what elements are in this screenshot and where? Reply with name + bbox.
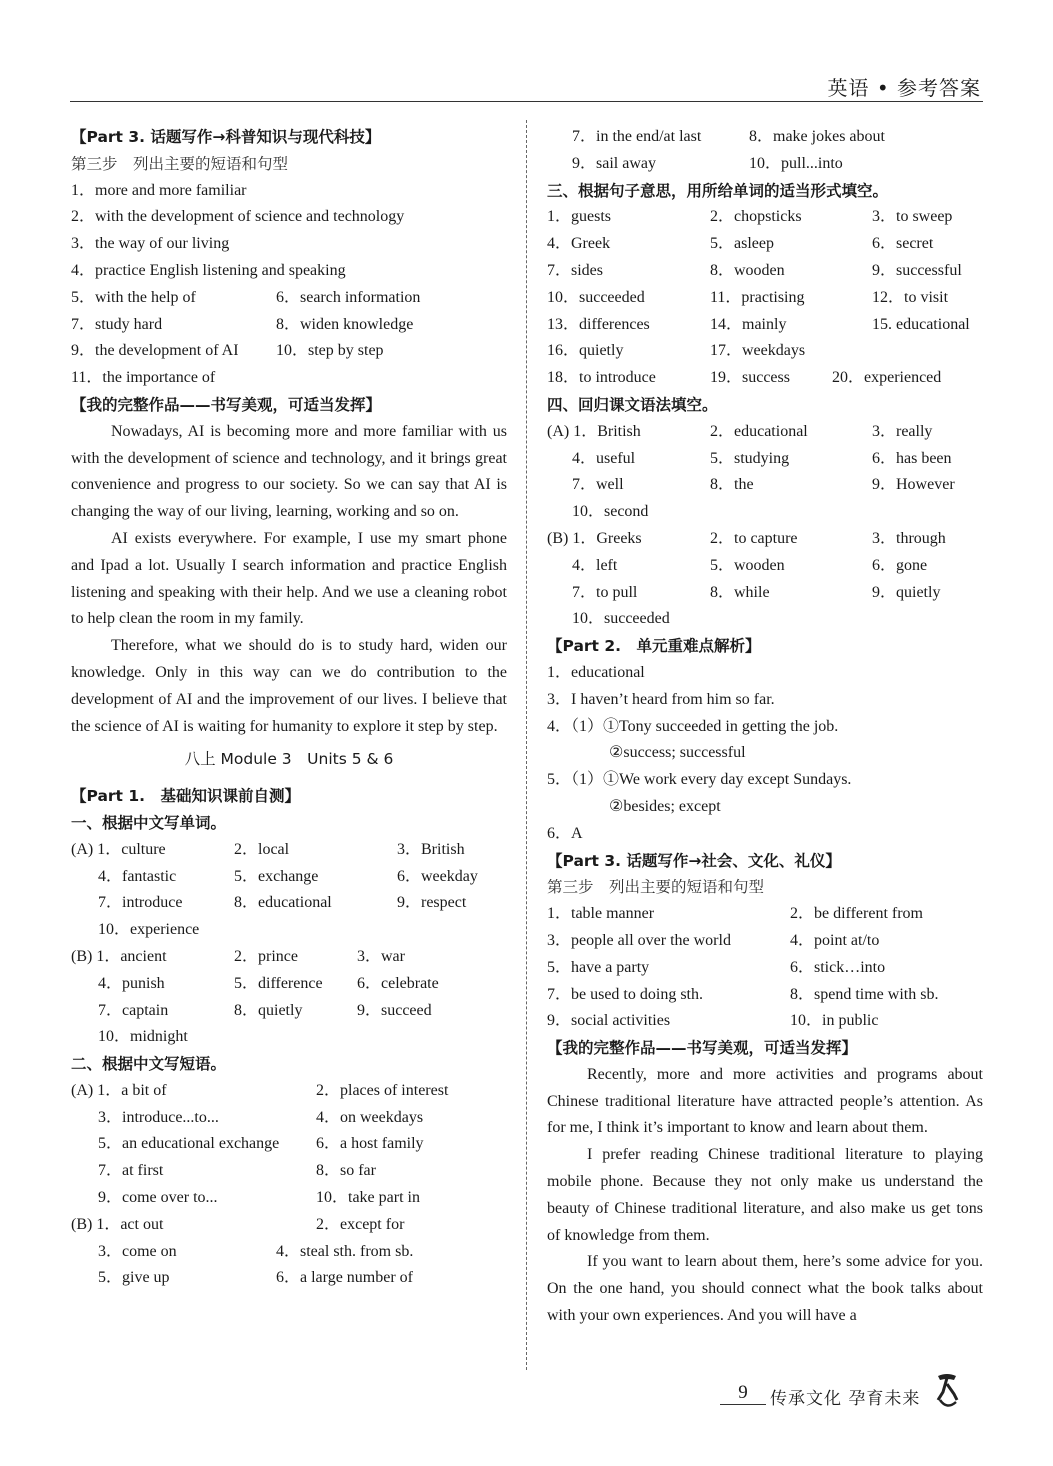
section-title: 【Part 3. 话题写作→社会、文化、礼仪】 [547, 851, 841, 870]
answer-item: 8．so far [316, 1162, 376, 1180]
phrase-item: 8．widen knowledge [276, 315, 414, 333]
answer-item: 2．except for [316, 1215, 405, 1233]
answer-row [547, 419, 983, 446]
answer-item: 3．come on [98, 1242, 177, 1260]
phrase-row [547, 955, 983, 982]
phrase-item: 1．table manner [547, 905, 655, 923]
answer-row [547, 231, 983, 258]
answer-row [547, 312, 983, 339]
answer-item: 15. educational [872, 315, 970, 333]
answer-row [547, 526, 983, 553]
answer-item: 5．exchange [234, 867, 319, 885]
analysis-item: 1．educational [547, 663, 645, 681]
answer-item: 6．has been [872, 449, 952, 467]
answer-item: 8．quietly [234, 1001, 303, 1019]
answer-row [71, 864, 507, 891]
answer-row [71, 944, 507, 971]
answer-item: 5．difference [234, 974, 323, 992]
essay-paragraph: AI exists everywhere. For example, I use my smart phone and Ipad a lot. Usually I search information and practice English listening and speaking with their help. And we use a cleaning robot to help clean the room in my family. [71, 529, 507, 628]
answer-item: 6．celebrate [357, 974, 439, 992]
right-column [547, 124, 983, 1330]
answer-item: 5．asleep [710, 235, 774, 253]
answer-row [71, 1105, 507, 1132]
answer-row [547, 204, 983, 231]
section-subtitle: 三、根据句子意思，用所给单词的适当形式填空。 [547, 181, 889, 200]
answer-item: 7．to pull [572, 583, 638, 601]
answer-item: 4．useful [572, 449, 636, 467]
answer-row [71, 890, 507, 917]
answer-item: 3．through [872, 529, 946, 547]
answer-item: 5．an educational exchange [98, 1135, 280, 1153]
phrase-row [547, 901, 983, 928]
phrase-item: 10．step by step [276, 342, 384, 360]
answer-row [71, 1239, 507, 1266]
answer-item: 7．introduce [98, 894, 183, 912]
phrase-row [547, 124, 983, 151]
answer-row [71, 837, 507, 864]
phrase-item: 6．search information [276, 288, 421, 306]
phrase-item: 2．with the development of science and technology [71, 208, 405, 226]
answer-item: 19．success [710, 369, 790, 387]
section-subtitle: 第三步 列出主要的短语和句型 [547, 878, 765, 897]
answer-item: 8．educational [234, 894, 332, 912]
essay-paragraph: I prefer reading Chinese traditional literature to playing mobile phone. Because they not only make us understand the beauty of Chinese traditional literature, and also make us get tons of knowledge from them. [547, 1146, 983, 1244]
answer-item: (A) 1．culture [71, 840, 166, 858]
phrase-item: 1．more and more familiar [71, 181, 247, 199]
analysis-item: 4．（1）①Tony succeeded in getting the job. [547, 717, 839, 735]
section-title: 【我的完整作品——书写美观，可适当发挥】 [547, 1039, 858, 1058]
phrase-item: 5．have a party [547, 958, 650, 976]
answer-row [547, 553, 983, 580]
phrase-item: 10．in public [790, 1012, 879, 1030]
answer-item: 20．experienced [832, 369, 942, 387]
answer-row [547, 499, 983, 526]
phrase-item: 10．pull...into [749, 154, 843, 172]
answer-item: 2．prince [234, 947, 298, 965]
answer-item: 12．to visit [872, 288, 949, 306]
answer-item: 2．to capture [710, 529, 798, 547]
analysis-item: 3．I haven’t heard from him so far. [547, 690, 775, 708]
answer-item: 10．experience [98, 921, 200, 939]
section-title: 【Part 3. 话题写作→科普知识与现代科技】 [71, 128, 381, 146]
answer-item: (B) 1．ancient [71, 947, 167, 965]
phrase-item: 5．with the help of [71, 288, 196, 306]
answer-row [71, 971, 507, 998]
answer-item: 14．mainly [710, 315, 787, 333]
phrase-row [547, 151, 983, 178]
footer-slogan: 传承文化 孕育未来 [770, 1389, 921, 1409]
answer-item: 2．educational [710, 422, 808, 440]
analysis-item: ②success; successful [609, 744, 746, 762]
answer-row [71, 1265, 507, 1292]
page-number: 9 [720, 1382, 766, 1405]
answer-item: 5．studying [710, 449, 790, 467]
answer-item: 9．come over to... [98, 1189, 218, 1207]
answer-item: 3．to sweep [872, 208, 953, 226]
phrase-item: 3．the way of our living [71, 235, 230, 253]
essay-paragraph: If you want to learn about them, here’s some advice for you. On the one hand, you should connect what the book talks about with your own experiences. And you will have a [547, 1253, 983, 1325]
phrase-item: 8．spend time with sb. [790, 985, 939, 1003]
left-column [71, 124, 507, 1292]
answer-item: 4．Greek [547, 235, 611, 253]
answer-item: 6．a host family [316, 1135, 424, 1153]
answer-item: 16．quietly [547, 342, 624, 360]
answer-item: 10．second [572, 503, 649, 521]
section-subtitle: 二、根据中文写短语。 [71, 1055, 227, 1074]
answer-item: (A) 1．a bit of [71, 1081, 167, 1099]
essay-paragraph: Therefore, what we should do is to study hard, widen our knowledge. Only in this way can we do contribution to the development of AI and the improvement of our lives. I believe that the science of AI is waiting for humanity to explore it step by step. [71, 637, 507, 735]
answer-item: 18．to introduce [547, 369, 656, 387]
answer-row [71, 1212, 507, 1239]
phrase-item: 2．be different from [790, 905, 923, 923]
answer-item: 5．give up [98, 1269, 170, 1287]
answer-item: 8．wooden [710, 261, 785, 279]
phrase-item: 9．sail away [572, 154, 656, 172]
answer-item: 9．succeed [357, 1001, 432, 1019]
answer-row [71, 917, 507, 944]
answer-item: 17．weekdays [710, 342, 806, 360]
answer-item: 7．at first [98, 1162, 164, 1180]
phrase-item: 7．in the end/at last [572, 128, 702, 145]
answer-row [547, 446, 983, 473]
answer-item: 9．quietly [872, 583, 941, 601]
answer-item: 2．local [234, 840, 290, 858]
answer-row [71, 998, 507, 1025]
section-title: 【我的完整作品——书写美观，可适当发挥】 [71, 395, 382, 414]
answer-item: 4．steal sth. from sb. [276, 1242, 414, 1260]
answer-item: 8．while [710, 583, 770, 601]
answer-item: 6．weekday [397, 867, 478, 885]
section-title: 【Part 1. 基础知识课前自测】 [71, 787, 301, 806]
answer-row [547, 580, 983, 607]
answer-row [547, 365, 983, 392]
phrase-item: 7．study hard [71, 315, 163, 333]
phrase-item: 3．people all over the world [547, 931, 731, 949]
phrase-row [547, 982, 983, 1009]
section-subtitle: 一、根据中文写单词。 [71, 813, 227, 832]
answer-item: 11．practising [710, 288, 805, 306]
analysis-item: 5．（1）①We work every day except Sundays. [547, 771, 852, 789]
phrase-row [71, 285, 507, 312]
answer-item: 6．secret [872, 235, 934, 253]
answer-item: 7．well [572, 476, 624, 494]
answer-item: (B) 1．act out [71, 1215, 164, 1233]
answer-item: 10．succeeded [572, 610, 670, 628]
phrase-row [71, 312, 507, 339]
answer-item: 3．introduce...to... [98, 1108, 219, 1126]
phrase-row [547, 1008, 983, 1035]
publisher-logo-icon [934, 1370, 960, 1410]
phrase-row [547, 928, 983, 955]
answer-item: (B) 1．Greeks [547, 529, 642, 547]
page-header-title: 英语 • 参考答案 [827, 76, 981, 100]
answer-row [71, 1185, 507, 1212]
answer-item: 10．succeeded [547, 288, 645, 306]
answer-item: 3．British [397, 840, 465, 858]
answer-row [547, 285, 983, 312]
section-title: 【Part 2. 单元重难点解析】 [547, 637, 761, 656]
analysis-item: ②besides; except [609, 797, 721, 815]
essay-paragraph: Nowadays, AI is becoming more and more familiar with us with the development of science and technology, and it brings great convenience and progress to our society. So we can say that AI is changing the way of our living, learning, working and so on. [71, 422, 507, 521]
phrase-item: 4．point at/to [790, 931, 880, 949]
answer-item: 4．left [572, 556, 618, 574]
section-subtitle: 第三步 列出主要的短语和句型 [71, 154, 289, 173]
answer-row [547, 472, 983, 499]
answer-item: (A) 1．British [547, 422, 641, 440]
essay [71, 419, 507, 741]
section-subtitle: 四、回归课文语法填空。 [547, 395, 718, 414]
phrase-item: 7．be used to doing sth. [547, 985, 703, 1003]
answer-row [547, 606, 983, 633]
answer-item: 9．successful [872, 261, 962, 279]
answer-row [71, 1131, 507, 1158]
answer-item: 4．fantastic [98, 867, 177, 885]
essay-paragraph: Recently, more and more activities and programs about Chinese traditional literature have attracted people’s attention. As for me, I think it’s important to know and learn about them. [547, 1065, 983, 1137]
answer-item: 2．chopsticks [710, 208, 802, 226]
answer-item: 6．a large number of [276, 1269, 413, 1287]
answer-item: 10．midnight [98, 1028, 188, 1046]
answer-row [547, 338, 983, 365]
column-divider [526, 120, 527, 1370]
module-title: 八上 Module 3 Units 5 & 6 [184, 750, 394, 769]
analysis-item: 6．A [547, 824, 583, 842]
phrase-item: 4．practice English listening and speaking [71, 261, 346, 279]
answer-item: 9．respect [397, 894, 467, 912]
phrase-item: 8．make jokes about [749, 128, 885, 145]
header-rule [70, 101, 983, 102]
answer-row [71, 1078, 507, 1105]
answer-item: 3．war [357, 947, 405, 965]
answer-item: 4．on weekdays [316, 1108, 424, 1126]
answer-row [71, 1024, 507, 1051]
answer-item: 7．captain [98, 1001, 169, 1019]
answer-item: 3．really [872, 422, 933, 440]
answer-item: 2．places of interest [316, 1081, 449, 1099]
answer-item: 6．gone [872, 556, 928, 574]
answer-item: 9．However [872, 476, 955, 494]
answer-item: 1．guests [547, 208, 612, 226]
answer-item: 5．wooden [710, 556, 785, 574]
answer-item: 8．the [710, 476, 754, 494]
answer-item: 4．punish [98, 974, 165, 992]
phrase-item: 11．the importance of [71, 369, 216, 387]
answer-item: 7．sides [547, 261, 604, 279]
phrase-item: 9．the development of AI [71, 342, 239, 360]
answer-row [547, 258, 983, 285]
answer-item: 10．take part in [316, 1189, 420, 1207]
answer-item: 13．differences [547, 315, 650, 333]
phrase-item: 6．stick…into [790, 958, 886, 976]
answer-row [71, 1158, 507, 1185]
phrase-item: 9．social activities [547, 1012, 671, 1030]
phrase-row [71, 338, 507, 365]
essay [547, 1062, 983, 1330]
